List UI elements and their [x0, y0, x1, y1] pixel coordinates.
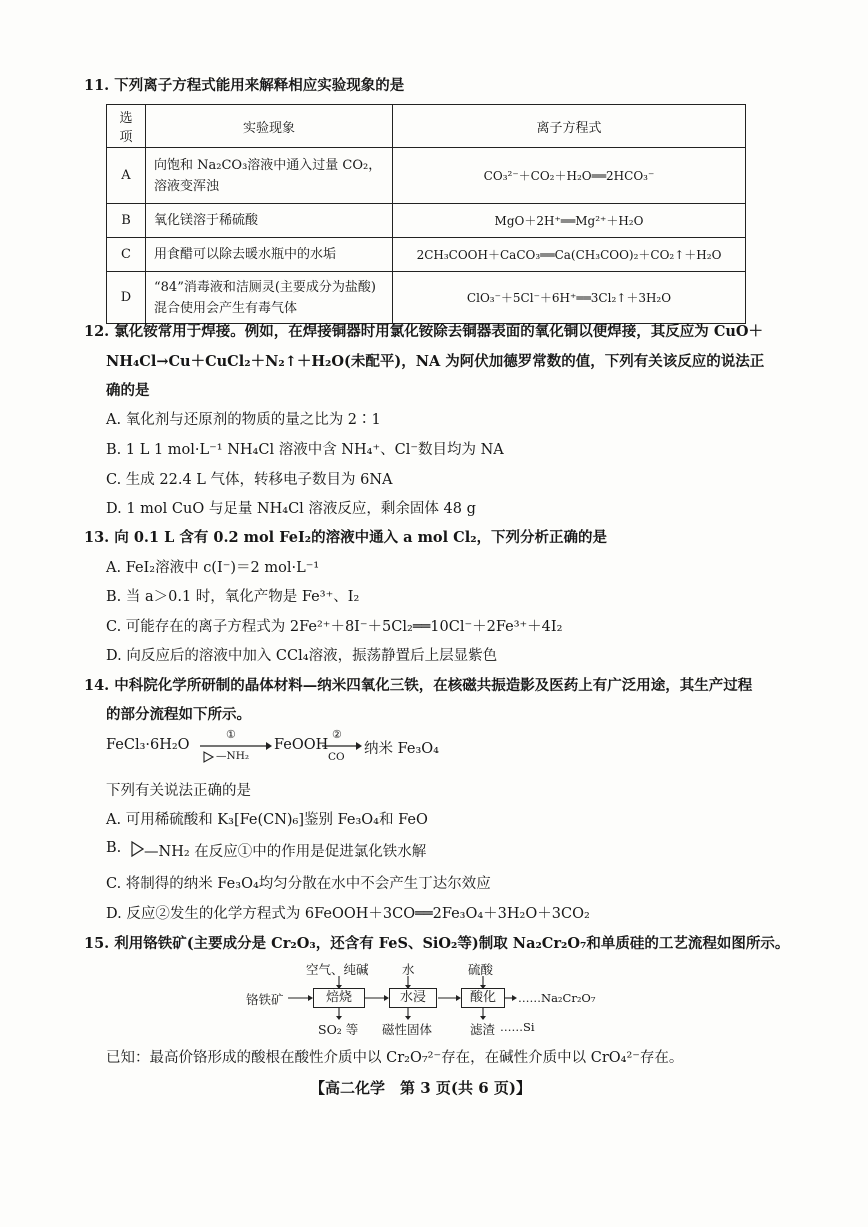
flow-box-acidify: 酸化	[461, 988, 505, 1008]
flow-step1-label: ①	[226, 728, 236, 741]
flow-input-3: 硫酸	[468, 962, 494, 977]
q12-stem-line3: 确的是	[106, 382, 150, 399]
row-option: A	[107, 148, 146, 204]
q13-option-d: D. 向反应后的溶液中加入 CCl₄溶液，振荡静置后上层显紫色	[106, 648, 498, 664]
q12-option-a: A. 氧化剂与还原剂的物质的量之比为 2∶1	[106, 412, 381, 428]
q14-stem-line2: 的部分流程如下所示。	[106, 706, 251, 723]
row-option: C	[107, 238, 146, 272]
row-phenomenon: 用食醋可以除去暖水瓶中的水垢	[146, 238, 393, 272]
table-row	[107, 272, 746, 324]
q13-option-a: A. FeI₂溶液中 c(I⁻)＝2 mol·L⁻¹	[106, 560, 320, 576]
cyclopropyl-ring-icon	[204, 752, 213, 762]
header-phenomenon: 实验现象	[146, 105, 393, 148]
flow-output-3: 滤渣	[470, 1022, 496, 1037]
row-equation: CO₃²⁻＋CO₂＋H₂O══2HCO₃⁻	[393, 148, 746, 204]
flow-end-product: ……Na₂Cr₂O₇	[518, 991, 596, 1005]
flow-input-1: 空气、纯碱	[306, 962, 369, 977]
table-header-row	[107, 105, 746, 148]
flow-input-2: 水	[402, 962, 415, 977]
flow-step1-reagent: —NH₂	[216, 750, 250, 762]
row-option: B	[107, 204, 146, 238]
row-equation: ClO₃⁻＋5Cl⁻＋6H⁺══3Cl₂↑＋3H₂O	[393, 272, 746, 324]
q14-option-b-label: B.	[106, 840, 122, 856]
flow-step2-label: ②	[332, 728, 342, 741]
q14-stem-line1: 14. 中科院化学所研制的晶体材料—纳米四氧化三铁，在核磁共振造影及医药上有广泛用途，其生产过程	[84, 677, 753, 694]
q12-option-c: C. 生成 22.4 L 气体，转移电子数目为 6NA	[106, 472, 393, 488]
q12-stem-line2: NH₄Cl→Cu＋CuCl₂＋N₂↑＋H₂O(未配平)，NA 为阿伏加德罗常数的值，下列有关该反应的说法正	[106, 353, 765, 370]
q13-option-c: C. 可能存在的离子方程式为 2Fe²⁺＋8I⁻＋5Cl₂══10Cl⁻＋2Fe³⁺＋4I₂	[106, 619, 563, 635]
q14-option-b: —NH₂ 在反应①中的作用是促进氯化铁水解	[144, 844, 427, 860]
flow-output-2: 磁性固体	[382, 1022, 433, 1037]
q12-option-b: B. 1 L 1 mol·L⁻¹ NH₄Cl 溶液中含 NH₄⁺、Cl⁻数目均为 NA	[106, 442, 504, 458]
q14-option-a: A. 可用稀硫酸和 K₃[Fe(CN)₆]鉴别 Fe₃O₄和 FeO	[106, 812, 428, 828]
q14-intro: 下列有关说法正确的是	[106, 783, 251, 799]
row-phenomenon: 氧化镁溶于稀硫酸	[146, 204, 393, 238]
flow-start-material: 铬铁矿	[246, 992, 284, 1007]
row-option: D	[107, 272, 146, 324]
row-equation: 2CH₃COOH＋CaCO₃══Ca(CH₃COO)₂＋CO₂↑＋H₂O	[393, 238, 746, 272]
header-equation: 离子方程式	[393, 105, 746, 148]
cyclopropyl-ring-icon	[130, 840, 144, 858]
q11-stem: 11. 下列离子方程式能用来解释相应实验现象的是	[84, 77, 405, 94]
header-option: 选项	[107, 105, 146, 148]
row-phenomenon: “84”消毒液和洁厕灵(主要成分为盐酸)混合使用会产生有毒气体	[146, 272, 393, 324]
q14-option-c: C. 将制得的纳米 Fe₃O₄均匀分散在水中不会产生丁达尔效应	[106, 876, 491, 892]
q14-option-d: D. 反应②发生的化学方程式为 6FeOOH＋3CO══2Fe₃O₄＋3H₂O＋3CO₂	[106, 906, 590, 922]
flow-box-leaching: 水浸	[389, 988, 437, 1008]
q12-option-d: D. 1 mol CuO 与足量 NH₄Cl 溶液反应，剩余固体 48 g	[106, 501, 476, 517]
flow-output-1: SO₂ 等	[318, 1022, 359, 1037]
q13-stem: 13. 向 0.1 L 含有 0.2 mol FeI₂的溶液中通入 a mol Cl₂，下列分析正确的是	[84, 529, 608, 546]
row-phenomenon: 向饱和 Na₂CO₃溶液中通入过量 CO₂，溶液变浑浊	[146, 148, 393, 204]
flow-start: FeCl₃·6H₂O	[106, 737, 190, 753]
q12-stem-line1: 12. 氯化铵常用于焊接。例如，在焊接铜器时用氯化铵除去铜器表面的氧化铜以便焊接，其反应为 CuO＋	[84, 323, 764, 340]
q15-stem: 15. 利用铬铁矿(主要成分是 Cr₂O₃，还含有 FeS、SiO₂等)制取 Na₂Cr₂O₇和单质硅的工艺流程如图所示。	[84, 935, 790, 952]
flow-end: 纳米 Fe₃O₄	[364, 741, 439, 757]
table-row	[107, 148, 746, 204]
flow-output-3b: ……Si	[500, 1020, 535, 1034]
q11-table	[106, 104, 746, 324]
table-row	[107, 204, 746, 238]
flow-box-roasting: 焙烧	[313, 988, 365, 1008]
row-equation: MgO＋2H⁺══Mg²⁺＋H₂O	[393, 204, 746, 238]
flow-step2-reagent: CO	[328, 751, 345, 763]
q13-option-b: B. 当 a＞0.1 时，氧化产物是 Fe³⁺、I₂	[106, 589, 360, 605]
flow-mid: FeOOH	[274, 737, 329, 753]
q15-known: 已知：最高价铬形成的酸根在酸性介质中以 Cr₂O₇²⁻存在，在碱性介质中以 CrO₄²⁻存在。	[106, 1050, 684, 1066]
page-footer: 【高二化学 第 3 页(共 6 页)】	[310, 1079, 531, 1097]
table-row	[107, 238, 746, 272]
